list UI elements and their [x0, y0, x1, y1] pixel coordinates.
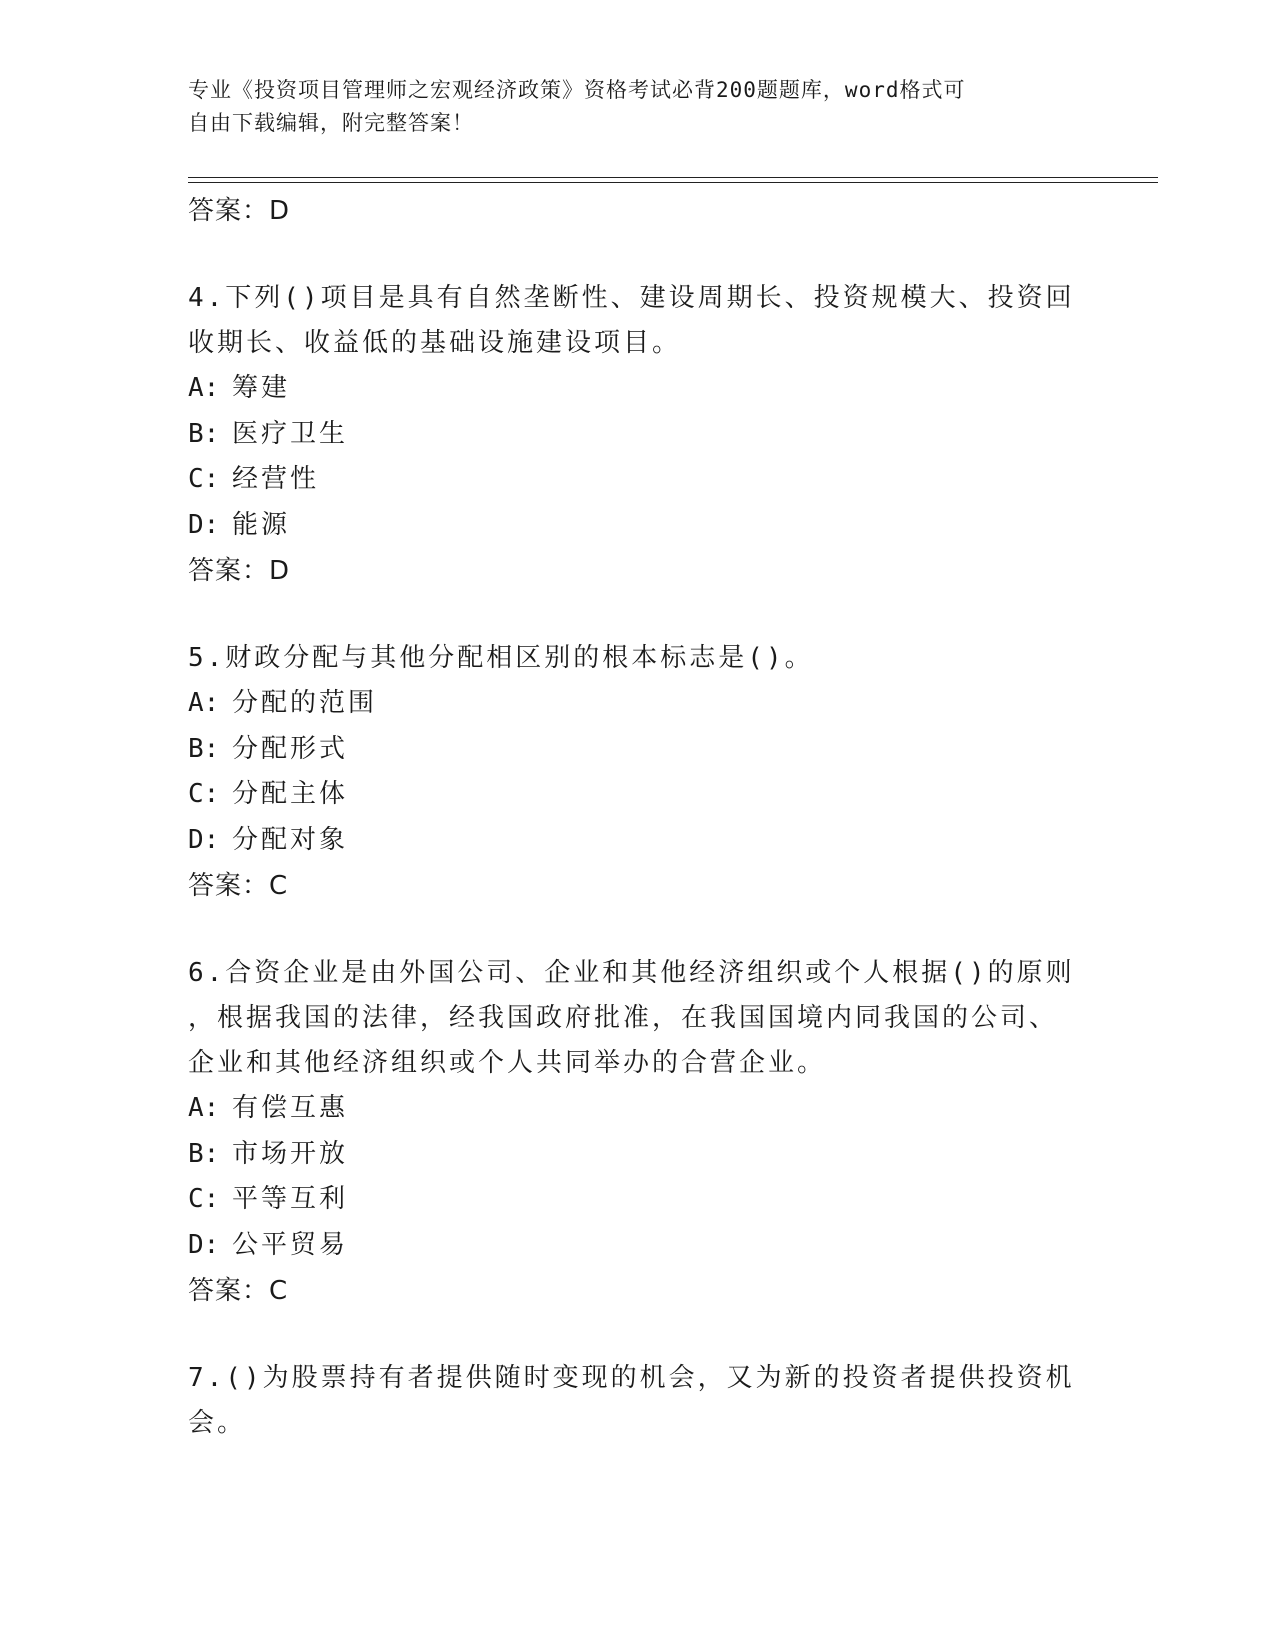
option-label: D:: [188, 824, 220, 855]
question-answer: 答案：C: [188, 1276, 289, 1306]
header-divider-bottom: [188, 182, 1158, 183]
question-stem: [188, 951, 1088, 1086]
option-text: 筹建: [232, 373, 291, 403]
question-answer: 答案：C: [188, 871, 289, 901]
option-label: C:: [188, 1184, 220, 1214]
option-c: [188, 772, 1088, 818]
option-a: [188, 366, 1088, 412]
question-stem: [188, 636, 1088, 681]
option-c: [188, 1177, 1088, 1223]
option-label: D:: [188, 1229, 220, 1260]
option-d: [188, 818, 1088, 864]
option-b: [188, 1132, 1088, 1178]
question-item: [188, 636, 1088, 909]
question-answer: 答案：D: [188, 556, 291, 586]
option-label: D:: [188, 509, 220, 540]
intro-line-1: 专业《投资项目管理师之宏观经济政策》资格考试必背200题题库，word格式可: [188, 78, 966, 102]
option-d: [188, 503, 1088, 549]
document-header: [188, 74, 1088, 140]
option-a: [188, 1086, 1088, 1132]
option-text: 分配的范围: [232, 688, 378, 718]
option-d: [188, 1223, 1088, 1269]
option-text: 有偿互惠: [232, 1093, 349, 1123]
option-a: [188, 681, 1088, 727]
question-list: [188, 188, 1088, 1446]
stem-line: 企业和其他经济组织或个人共同举办的合营企业。: [188, 1048, 827, 1078]
option-b: [188, 727, 1088, 773]
option-text: 平等互利: [232, 1184, 349, 1214]
option-label: B:: [188, 733, 220, 764]
option-label: C:: [188, 779, 220, 809]
section-gap: [188, 909, 1088, 951]
option-label: B:: [188, 1138, 220, 1169]
section-gap: [188, 234, 1088, 276]
option-label: A:: [188, 688, 220, 718]
question-item: [188, 276, 1088, 594]
option-label: C:: [188, 464, 220, 494]
header-divider-top: [188, 177, 1158, 178]
option-text: 市场开放: [232, 1138, 349, 1169]
option-text: 分配对象: [232, 824, 349, 855]
section-gap: [188, 594, 1088, 636]
option-text: 分配形式: [232, 733, 349, 764]
stem-line: 收期长、收益低的基础设施建设项目。: [188, 328, 682, 358]
option-c: [188, 457, 1088, 503]
option-text: 能源: [232, 509, 291, 540]
option-label: A:: [188, 373, 220, 403]
option-label: A:: [188, 1093, 220, 1123]
section-gap: [188, 1314, 1088, 1356]
stem-line: 4.下列()项目是具有自然垄断性、建设周期长、投资规模大、投资回: [188, 283, 1075, 313]
stem-line: ，根据我国的法律，经我国政府批准，在我国国境内同我国的公司、: [188, 1003, 1059, 1033]
question-stem: [188, 1356, 1088, 1446]
stem-line: 会。: [188, 1408, 247, 1438]
question-item: [188, 1356, 1088, 1446]
option-text: 经营性: [232, 464, 320, 494]
previous-answer: 答案：D: [188, 196, 291, 226]
option-text: 公平贸易: [232, 1229, 349, 1260]
option-text: 医疗卫生: [232, 418, 349, 449]
option-text: 分配主体: [232, 779, 349, 809]
question-item: [188, 951, 1088, 1314]
stem-line: 5.财政分配与其他分配相区别的根本标志是()。: [188, 643, 814, 673]
stem-line: 6.合资企业是由外国公司、企业和其他经济组织或个人根据()的原则: [188, 958, 1075, 988]
question-stem: [188, 276, 1088, 366]
option-label: B:: [188, 418, 220, 449]
stem-line: 7.()为股票持有者提供随时变现的机会，又为新的投资者提供投资机: [188, 1363, 1075, 1393]
option-b: [188, 412, 1088, 458]
intro-line-2: 自由下载编辑，附完整答案！: [188, 111, 474, 135]
